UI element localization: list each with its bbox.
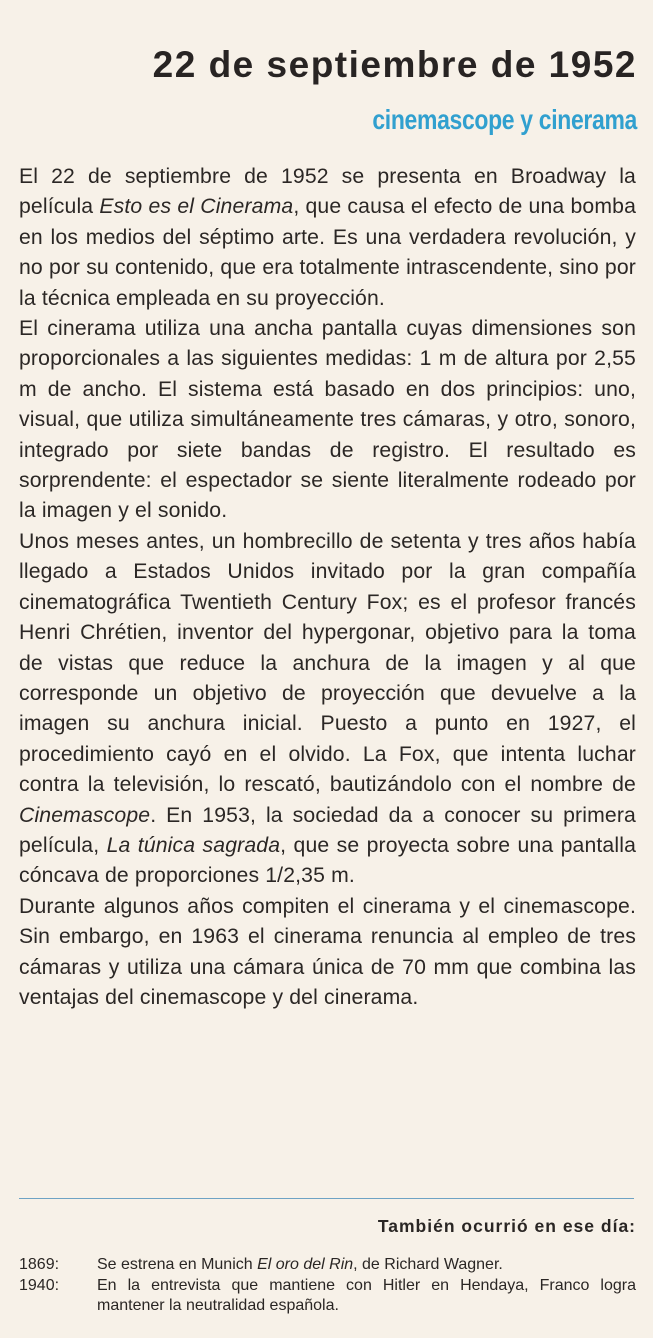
work-title: El oro del Rin [257, 1256, 354, 1273]
section-divider [19, 1198, 634, 1199]
paragraph-1-text-b: , que causa el efecto de una bomba en los medios del séptimo arte. Es una verdadera revolución, y no por su contenido, que era totalmente intrascendente, sino por la técnica empleada en su proyección. [19, 195, 637, 310]
page-subtitle: cinemascope y cinerama [372, 104, 637, 135]
paragraph-3 [19, 527, 636, 892]
paragraph-3-text-b: . En 1953, la sociedad da a conocer su primera película, [19, 803, 636, 857]
paragraph-2: El cinerama utiliza una ancha pantalla cuyas dimensiones son proporcionales a las siguientes medidas: 1 m de altura por 2,55 m de ancho. El sistema está basado en dos principios: uno, visual, que utiliza simultáneamente tres cámaras, y otro, sonoro, integrado por siete bandas de registro. El resultado es sorprendente: el espectador se siente literalmente rodeado por la imagen y el sonido. [19, 317, 636, 523]
paragraph-1-text-a: El 22 de septiembre de 1952 se presenta en Broadway la película [19, 165, 636, 219]
event-text-b: , de Richard Wagner. [353, 1256, 503, 1273]
list-item [19, 1276, 636, 1317]
event-text-a: Se estrena en Munich [97, 1256, 258, 1273]
event-year: 1869: [19, 1256, 60, 1273]
page-title: 22 de septiembre de 1952 [152, 44, 637, 85]
events-list [19, 1255, 636, 1317]
paragraph-1 [19, 162, 636, 314]
paragraph-4: Durante algunos años compiten el cinerama y el cinemascope. Sin embargo, en 1963 el cinerama renuncia al empleo de tres cámaras y utiliza una cámara única de 70 mm que combina las ventajas del cinemascope y del cinerama. [19, 894, 636, 1009]
also-heading: También ocurrió en ese día: [377, 1216, 636, 1236]
event-text [97, 1255, 636, 1276]
article-body [19, 162, 636, 1013]
paragraph-3-text-c: , que se proyecta sobre una pantalla cóncava de proporciones 1/2,35 m. [19, 833, 636, 888]
list-item [19, 1255, 636, 1276]
film-title: Esto es el Cinerama [99, 195, 294, 219]
film-title: La túnica sagrada [106, 833, 281, 857]
term-cinemascope: Cinemascope [19, 803, 151, 827]
event-year: 1940: [19, 1276, 60, 1294]
event-text: En la entrevista que mantiene con Hitler en Hendaya, Franco logra mantener la neutralidad española. [97, 1276, 636, 1314]
paragraph-3-text-a: Unos meses antes, un hombrecillo de setenta y tres años había llegado a Estados Unidos invitado por la gran compañía cinematográfica Twentieth Century Fox; es el profesor francés Henri Chrétien, inventor del hypergonar, objetivo para la toma de vistas que reduce la anchura de la imagen y al que corresponde un objetivo de proyección que devuelve a la imagen su anchura inicial. Puesto a punto en 1927, el procedimiento cayó en el olvido. La Fox, que intenta luchar contra la televisión, lo rescató, bautizándolo con el nombre de [19, 529, 636, 797]
